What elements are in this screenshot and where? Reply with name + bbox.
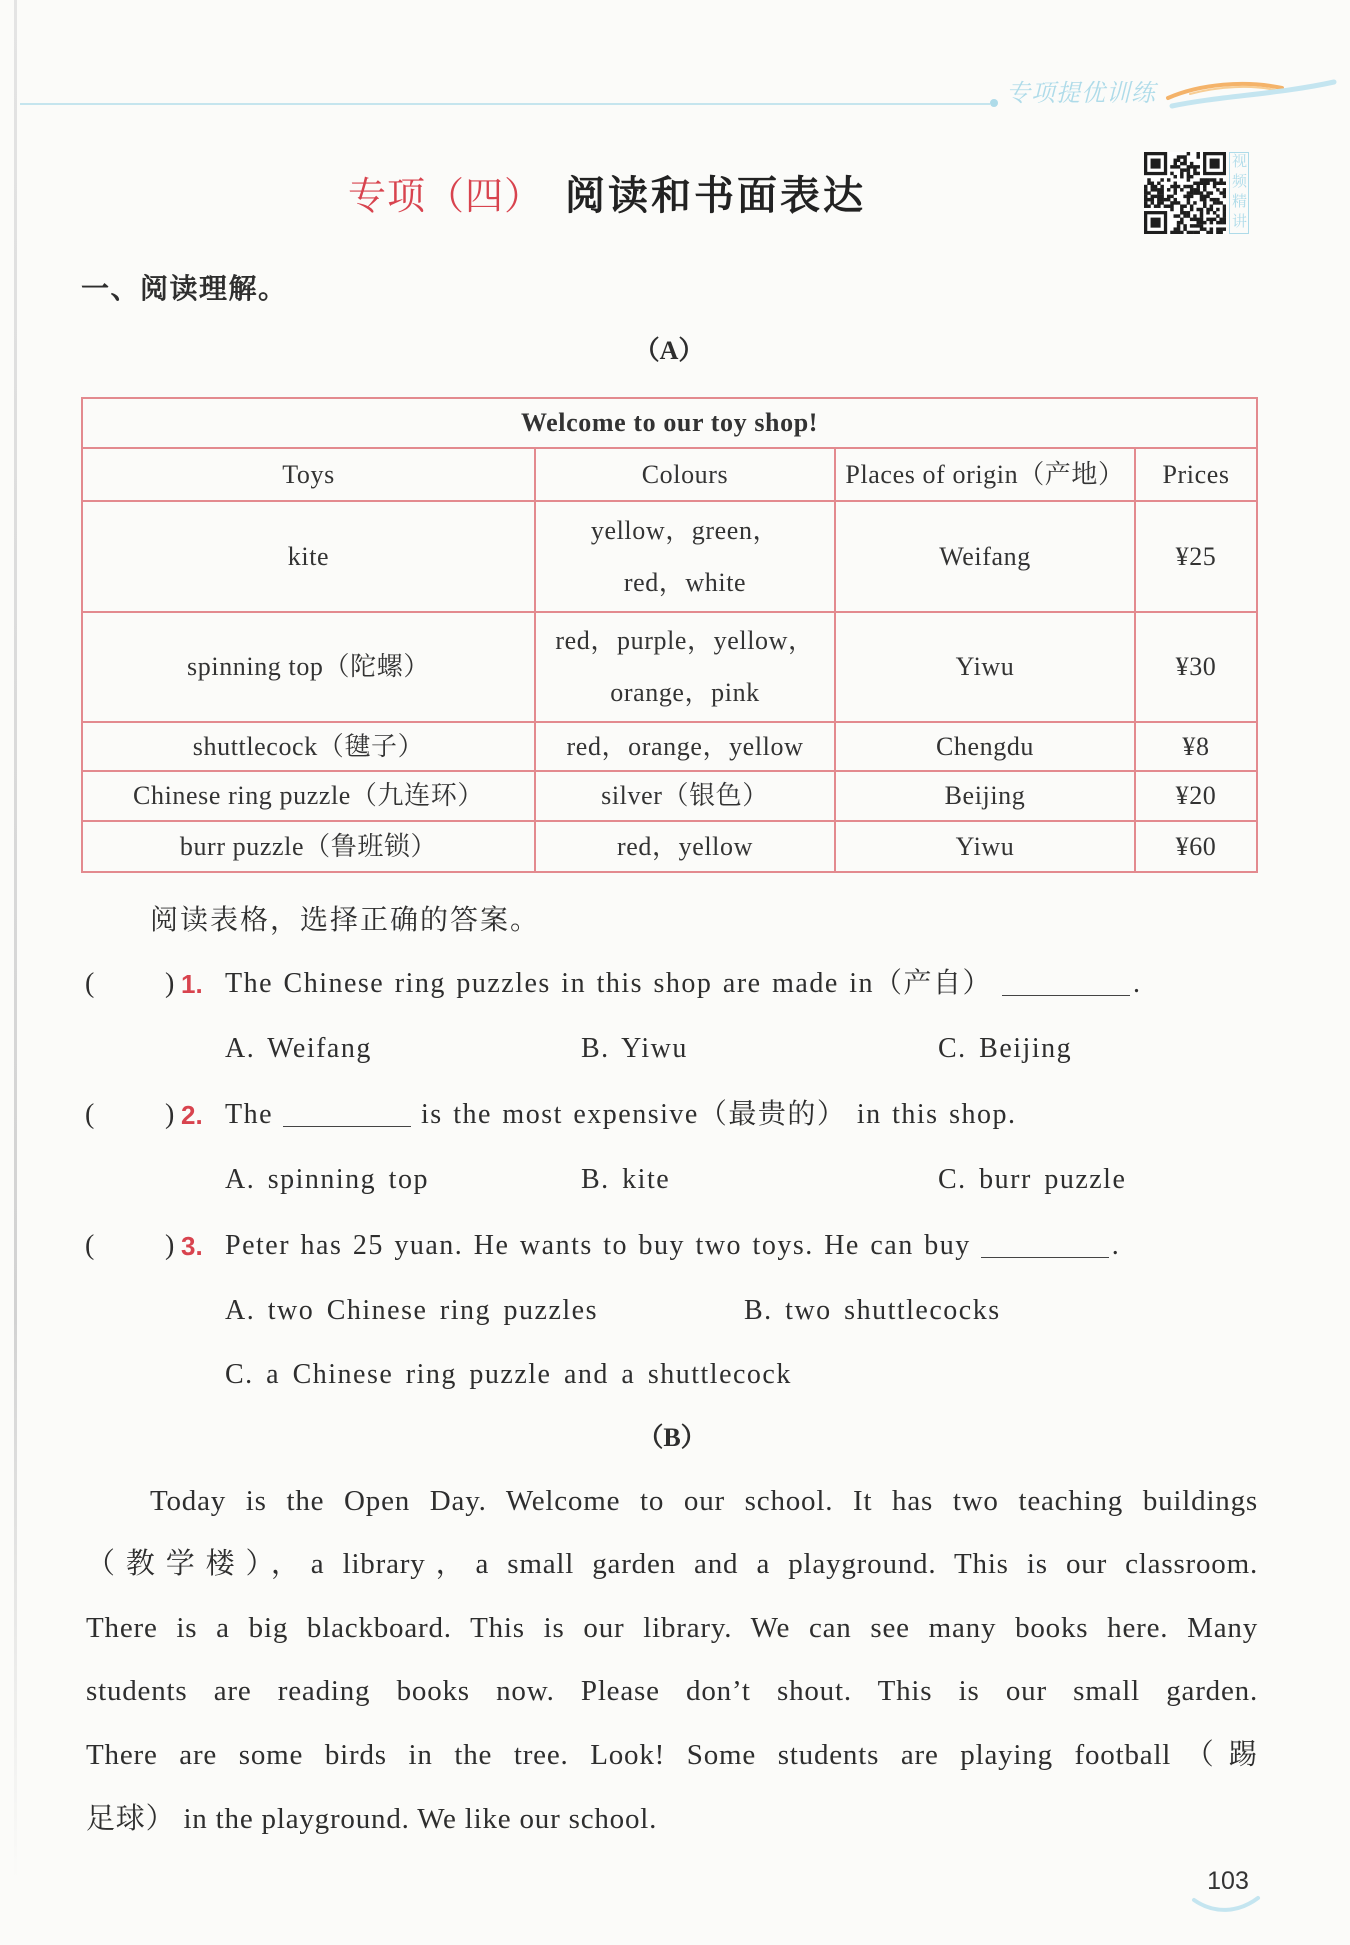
cell-price: ¥60 (1135, 821, 1257, 872)
question-text (225, 964, 1142, 1004)
qr-caption: 视频精讲 (1230, 153, 1247, 233)
passage-line: （教学楼），a library，a small garden and a playground. This is our classroom. (86, 1548, 1258, 1580)
cell-origin: Chengdu (835, 722, 1135, 771)
table-title-row (82, 398, 1257, 448)
question-number: 1. (181, 969, 203, 999)
question-number: 2. (181, 1100, 203, 1130)
unit-title: 专项（四） (348, 176, 544, 218)
qr-code (1144, 152, 1226, 234)
question-text (225, 1095, 1016, 1135)
page-number-swoosh-icon (1190, 1894, 1262, 1918)
option-c: C. a Chinese ring puzzle and a shuttlecock (225, 1359, 792, 1390)
answer-bracket-open: ( (85, 1099, 95, 1130)
question-text-before: The (225, 1099, 274, 1130)
cell-colours (535, 501, 835, 612)
answer-blank (1002, 967, 1130, 996)
question-number: 3. (181, 1231, 203, 1261)
question-text-before: Peter has 25 yuan. He wants to buy two toys. He can buy (225, 1230, 971, 1261)
option-a: A. Weifang (225, 1033, 372, 1064)
cell-colours-line: orange，pink (610, 678, 760, 707)
cell-toy: kite (82, 501, 535, 612)
table-title: Welcome to our toy shop! (82, 398, 1257, 448)
cell-colours (535, 612, 835, 722)
answer-bracket-close: ) (165, 968, 175, 999)
option-b: B. two shuttlecocks (744, 1295, 1001, 1326)
answer-bracket-close: ) (165, 1099, 175, 1130)
cell-colours: red，orange，yellow (535, 722, 835, 771)
cell-colours-line: red，white (623, 567, 747, 597)
answer-bracket-close: ) (165, 1230, 175, 1261)
option-b: B. Yiwu (581, 1033, 688, 1064)
cell-colours: silver（银色） (535, 771, 835, 821)
page-number: 103 (1207, 1867, 1249, 1895)
cell-origin: Beijing (835, 771, 1135, 821)
column-header-toys: Toys (82, 448, 535, 501)
answer-blank (981, 1229, 1109, 1258)
passage-line: students are reading books now. Please don’t shout. This is our small garden. (86, 1675, 1258, 1707)
table-row (82, 722, 1257, 771)
table-row (82, 771, 1257, 821)
cell-colours-line: yellow，green， (590, 515, 780, 545)
table-row (82, 612, 1257, 722)
series-label: 专项提优训练 (1006, 80, 1156, 107)
passage-line: There is a big blackboard. This is our library. We can see many books here. Many (86, 1612, 1258, 1644)
question-text (225, 1226, 1120, 1266)
option-b: B. kite (581, 1164, 671, 1195)
answer-bracket-open: ( (85, 968, 95, 999)
option-a: A. spinning top (225, 1164, 429, 1195)
table-header-row (82, 448, 1257, 501)
cell-origin: Yiwu (835, 612, 1135, 722)
cell-price: ¥8 (1135, 722, 1257, 771)
column-header-colours: Colours (535, 448, 835, 501)
toy-shop-table (81, 397, 1258, 873)
question-text-after: . (1133, 968, 1142, 999)
option-c: C. Beijing (938, 1033, 1073, 1064)
cell-price: ¥20 (1135, 771, 1257, 821)
section-heading: 一、阅读理解。 (81, 273, 288, 304)
page-edge-shadow (14, 0, 17, 1880)
table-row (82, 501, 1257, 612)
cell-origin: Yiwu (835, 821, 1135, 872)
part-b-label: （B） (637, 1423, 707, 1452)
part-a-label: （A） (633, 336, 705, 365)
cell-origin: Weifang (835, 501, 1135, 612)
answer-blank (283, 1098, 411, 1127)
column-header-prices: Prices (1135, 448, 1257, 501)
header-rule (20, 103, 990, 105)
cell-colours: red，yellow (535, 821, 835, 872)
column-header-origin: Places of origin（产地） (835, 448, 1135, 501)
question-2 (0, 1095, 1350, 1135)
answer-bracket-open: ( (85, 1230, 95, 1261)
question-1 (0, 964, 1350, 1004)
cell-toy: spinning top（陀螺） (82, 612, 535, 722)
cell-toy: shuttlecock（毽子） (82, 722, 535, 771)
topic-title: 阅读和书面表达 (565, 173, 866, 218)
question-text-before: The Chinese ring puzzles in this shop are made in（产自） (225, 968, 993, 999)
header-dot-icon (990, 99, 998, 107)
passage-line: There are some birds in the tree. Look! Some students are playing football（踢 (86, 1739, 1258, 1771)
instruction: 阅读表格，选择正确的答案。 (150, 905, 541, 936)
cell-toy: burr puzzle（鲁班锁） (82, 821, 535, 872)
cell-price: ¥25 (1135, 501, 1257, 612)
option-c: C. burr puzzle (938, 1164, 1127, 1195)
question-text-after: is the most expensive（最贵的） in this shop. (421, 1099, 1017, 1130)
toy-table (81, 397, 1258, 873)
header-swoosh-icon (1160, 76, 1340, 116)
option-a: A. two Chinese ring puzzles (225, 1295, 598, 1326)
passage-line: Today is the Open Day. Welcome to our school. It has two teaching buildings (150, 1485, 1258, 1517)
table-row (82, 821, 1257, 872)
question-text-after: . (1111, 1230, 1121, 1261)
cell-colours-line: red，purple，yellow， (555, 626, 815, 655)
cell-price: ¥30 (1135, 612, 1257, 722)
question-3 (0, 1226, 1350, 1266)
cell-toy: Chinese ring puzzle（九连环） (82, 771, 535, 821)
passage-line: 足球） in the playground. We like our school. (86, 1803, 658, 1835)
